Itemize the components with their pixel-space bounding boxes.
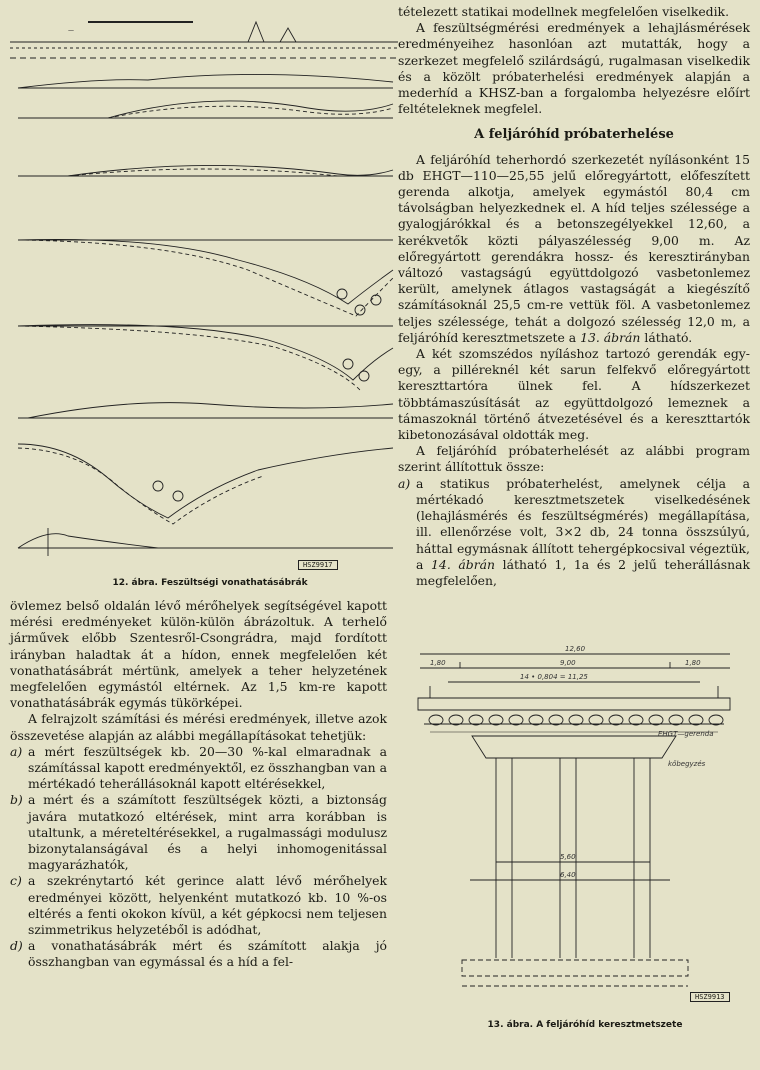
list-item-d: d) a vonathatásábrák mért és számított alakja jó összhangban van egymással és a híd a fel- <box>10 938 387 970</box>
left-column <box>10 598 387 971</box>
section-heading: A feljáróhíd próbaterhelése <box>474 127 674 143</box>
right-paragraph-1: tételezett statikai modellnek megfelelően viselkedik. <box>398 4 730 19</box>
figure-13-id: HSZ9913 <box>690 992 730 1002</box>
influence-diagram <box>8 8 400 578</box>
right-paragraph-2: A feszültségmérési eredmények a lehajlásmérések eredményeihez hasonlóan azt mutatták, hogy a szerkezet megfelelő szilárdságú, rugalmasan viselkedik és a közölt próbaterhelési eredmények alapján a mederhíd a KHSZ-ban a forgalomba helyezésre előírt feltételeknek megfelel. <box>398 20 750 117</box>
label-bearing: kőbegyzés <box>668 760 706 768</box>
diagram-label: — <box>68 27 74 34</box>
dim-girders: 14 • 0,804 = 11,25 <box>520 673 588 681</box>
dim-right: 1,80 <box>685 659 701 667</box>
program-item-a: a) a statikus próbaterhelést, amelynek célja a mértékadó keresztmetszetek viselkedésének (lehajlásmérés és feszültségmérés) megállapítása, ill. ellenőrzése volt, 3×2 db, 24 tonna összsúlyú, háttal egymásnak állított tehergépkocsival végeztük, a 14. ábrán látható 1, 1a és 2 jelű teherállásnak megfelelően, <box>398 475 750 588</box>
dim-middle: 9,00 <box>560 659 576 667</box>
right-column <box>398 4 750 589</box>
list-item-b: b) a mért és a számított feszültségek közti, a biztonság javára mutatkozó eltérések, mint arra korábban is utaltunk, a méreteltérésekkel, a rugalmassági modulusz bizonytalanságával és a helyi inhomogenitással magyarázhatók, <box>10 792 387 873</box>
figure-12-id: HSZ9917 <box>298 560 338 570</box>
dim-left: 1,80 <box>430 659 446 667</box>
cross-section-drawing <box>400 640 752 1012</box>
right-paragraph-4: A két szomszédos nyíláshoz tartozó gerendák egy-egy, a pilléreknél két sarun felfekvő előregyártott kereszttartóra ülnek fel. A hídszerkezet többtámaszúsítását az együttdolgozó lemeznek a támaszoknál történő átvezetésével és a kereszttartók kibetonozásával oldották meg. <box>398 346 750 443</box>
girder-row <box>429 715 723 725</box>
figure-13 <box>400 640 752 1012</box>
figure-13-caption: 13. ábra. A feljáróhíd keresztmetszete <box>487 1020 683 1030</box>
right-paragraph-3: A feljáróhíd teherhordó szerkezetét nyílásonként 15 db EHGT—110—25,55 jelű előregyártott, előfeszített gerenda alkotja, amelyek egymástól 80,4 cm távolságban helyezkednek el. A híd teljes szélessége a gyalogjárókkal és a betonszegélyekkel 12,60, a kerékvetők közti pályaszélesség 9,00 m. Az előregyártott gerendákra hossz- és keresztirányban változó vastagságú együttdolgozó vasbetonlemez került, amelynek átlagos vastagságát a kiegészítő számításoknál 25,5 cm-re vettük föl. A vasbetonlemez teljes szélessége, tehát a dolgozó szélesség 12,0 m, a feljáróhíd keresztmetszete a 13. ábrán látható. <box>398 151 750 345</box>
list-item-a: a) a mért feszültségek kb. 20—30 %-kal elmaradnak a számítással kapott eredményektől, ez összhangban van a mértékadó teherállásoknál kapott eltérésekkel, <box>10 743 387 792</box>
right-paragraph-5: A feljáróhíd próbaterhelését az alábbi program szerint állítottuk össze: <box>398 443 750 475</box>
figure-12-caption: 12. ábra. Feszültségi vonathatásábrák <box>112 578 308 588</box>
list-item-c: c) a szekrénytartó két gerince alatt lévő mérőhelyek eredményei között, helyenként mutatkozó kb. 10 %-os eltérés a fenti okokon kívül, a két gépkocsi nem teljesen szimmetrikus helyzetéből is adódhat, <box>10 873 387 938</box>
left-paragraph-2: A felrajzolt számítási és mérési eredmények, illetve azok összevetése alapján az alábbi megállapításokat tehetjük: <box>10 711 387 743</box>
dim-pier-outer: 6,40 <box>560 871 576 879</box>
dim-pier-inner: 5,60 <box>560 853 576 861</box>
dim-total: 12,60 <box>565 645 586 653</box>
figure-12 <box>8 8 400 578</box>
label-girder: EHGT—gerenda <box>658 730 714 738</box>
left-paragraph-1: övlemez belső oldalán lévő mérőhelyek segítségével kapott mérési eredményeket külön-külön ábrázoltuk. A terhelő járművek előbb Szentesről-Csongrádra, majd fordított irányban haladtak át a hídon, ennek megfelelően két vonathatásábrát mértünk, amelyek a teher helyzetének megfelelően egymástól eltérnek. Az 1,5 km-re kapott vonathatásábrák egymás tükörképei. <box>10 598 387 711</box>
